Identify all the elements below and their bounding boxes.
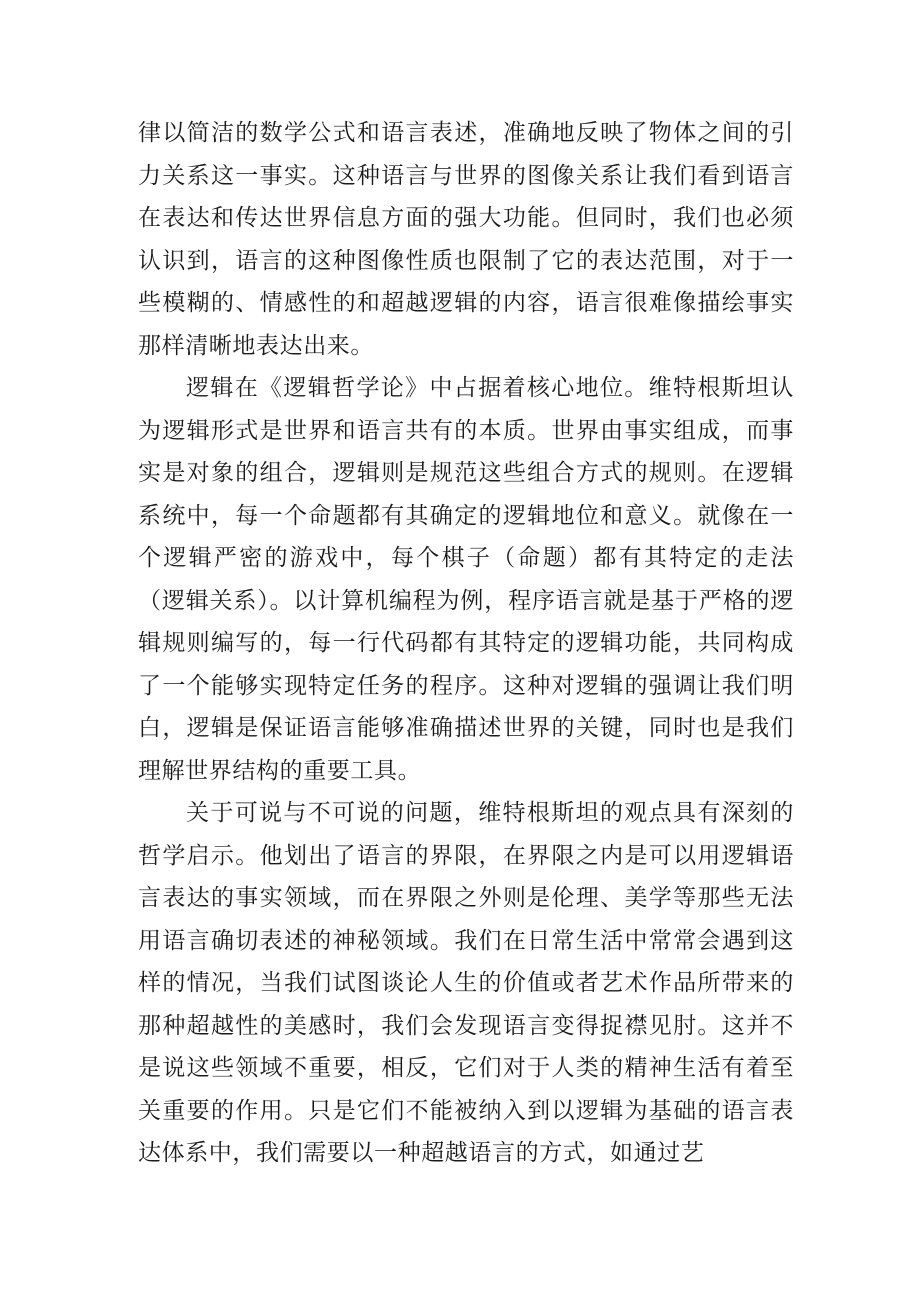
paragraph-2: 逻辑在《逻辑哲学论》中占据着核心地位。维特根斯坦认为逻辑形式是世界和语言共有的本质。世界由事实组成，而事实是对象的组合，逻辑则是规范这些组合方式的规则。在逻辑系统中，每一个命题都有其确定的逻辑地位和意义。就像在一个逻辑严密的游戏中，每个棋子（命题）都有其特定的走法（逻辑关系）。以计算机编程为例，程序语言就是基于严格的逻辑规则编写的，每一行代码都有其特定的逻辑功能，共同构成了一个能够实现特定任务的程序。这种对逻辑的强调让我们明白，逻辑是保证语言能够准确描述世界的关键，同时也是我们理解世界结构的重要工具。 [138, 375, 794, 784]
body-text [138, 112, 794, 1175]
paragraph-3: 关于可说与不可说的问题，维特根斯坦的观点具有深刻的哲学启示。他划出了语言的界限，在界限之内是可以用逻辑语言表达的事实领域，而在界限之外则是伦理、美学等那些无法用语言确切表述的神秘领域。我们在日常生活中常常会遇到这样的情况，当我们试图谈论人生的价值或者艺术作品所带来的那种超越性的美感时，我们会发现语言变得捉襟见肘。这并不是说这些领域不重要，相反，它们对于人类的精神生活有着至关重要的作用。只是它们不能被纳入到以逻辑为基础的语言表达体系中，我们需要以一种超越语言的方式，如通过艺 [138, 800, 794, 1166]
paragraph-1: 律以简洁的数学公式和语言表述，准确地反映了物体之间的引力关系这一事实。这种语言与世界的图像关系让我们看到语言在表达和传达世界信息方面的强大功能。但同时，我们也必须认识到，语言的这种图像性质也限制了它的表达范围，对于一些模糊的、情感性的和超越逻辑的内容，语言很难像描绘事实那样清晰地表达出来。 [138, 120, 794, 359]
